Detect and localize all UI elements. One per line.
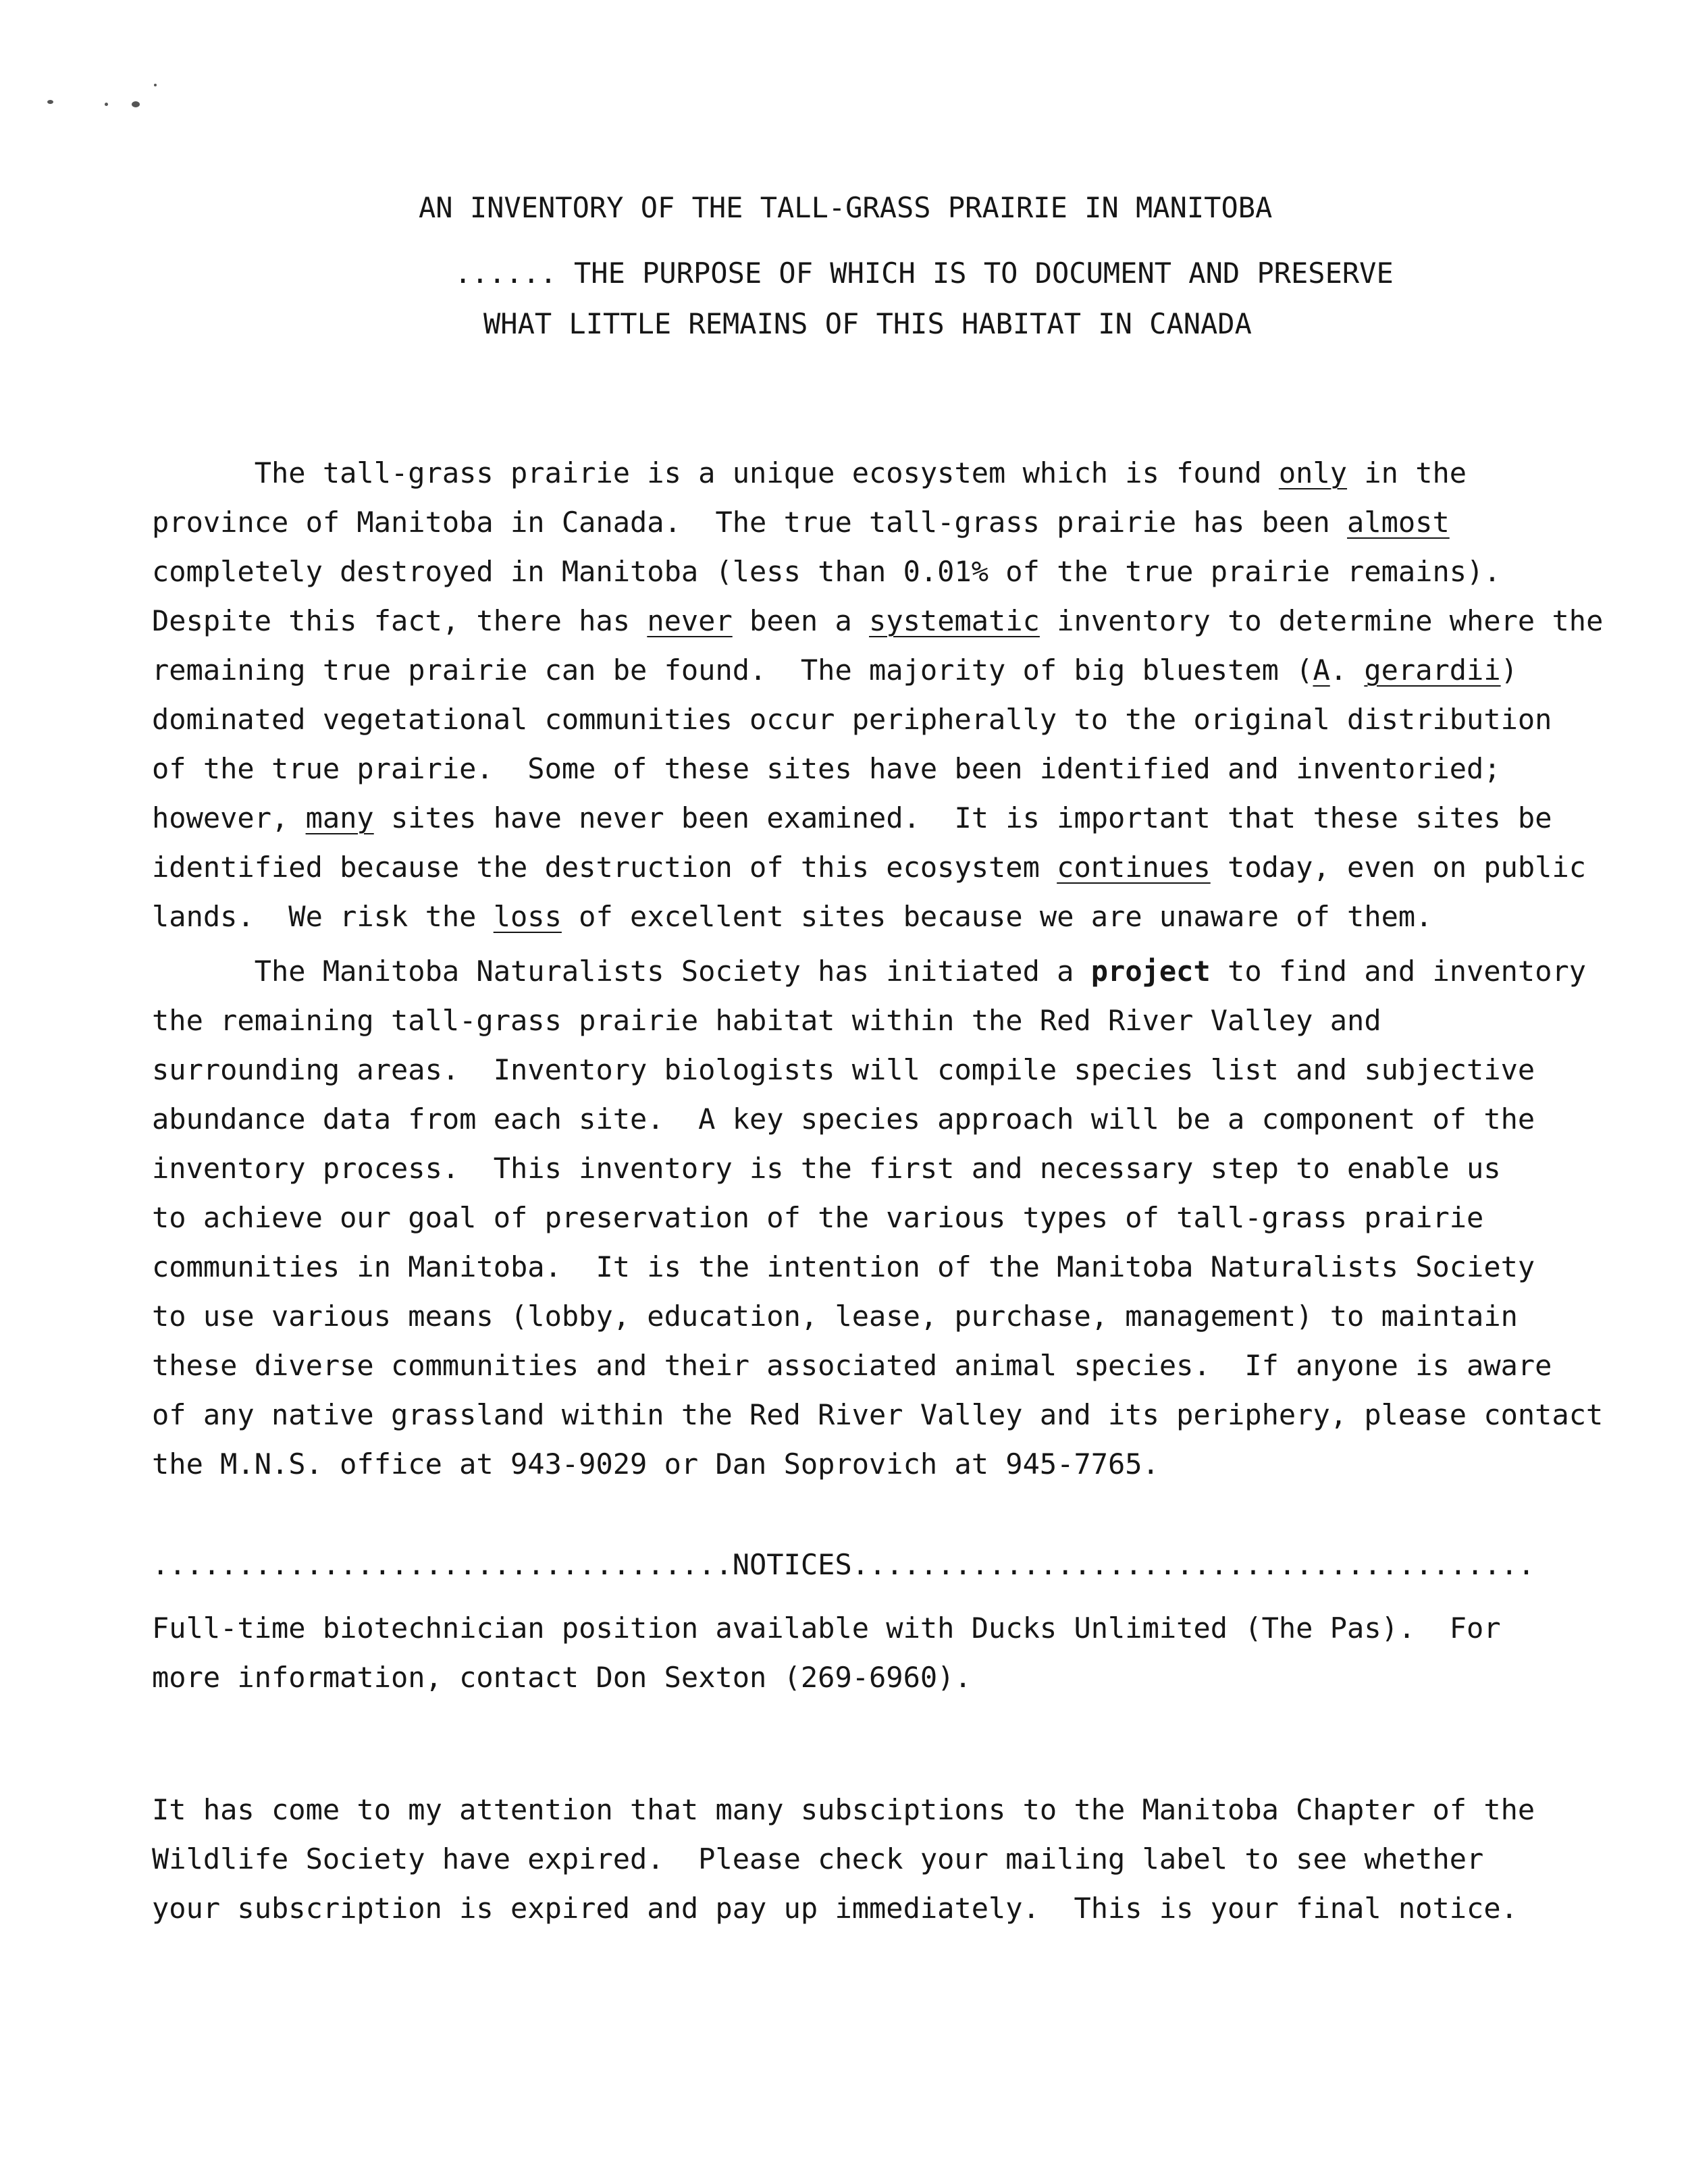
notice-1-line: Full-time biotechnician position available with Ducks Unlimited (The Pas). For	[152, 1612, 1501, 1645]
document-title: AN INVENTORY OF THE TALL-GRASS PRAIRIE IN MANITOBA	[419, 191, 1273, 224]
para2-line: of any native grassland within the Red River Valley and its periphery, please contact	[152, 1398, 1604, 1431]
para1-line: of the true prairie. Some of these sites have been identified and inventoried;	[152, 752, 1501, 785]
notice-2-line: Wildlife Society have expired. Please check your mailing label to see whether	[152, 1842, 1484, 1875]
para1-line: completely destroyed in Manitoba (less than 0.01% of the true prairie remains).	[152, 555, 1501, 588]
para2-line: to use various means (lobby, education, lease, purchase, management) to maintain	[152, 1300, 1518, 1333]
notice-2-line: your subscription is expired and pay up immediately. This is your final notice.	[152, 1892, 1518, 1925]
notices-divider: ..................................NOTICES........................................	[152, 1548, 1535, 1581]
para2-line: The Manitoba Naturalists Society has initiated a project to find and inventory	[152, 955, 1587, 988]
para2-line: abundance data from each site. A key species approach will be a component of the	[152, 1102, 1535, 1136]
notice-2-line: It has come to my attention that many subsciptions to the Manitoba Chapter of the	[152, 1793, 1535, 1826]
document-subtitle-line-1: ...... THE PURPOSE OF WHICH IS TO DOCUMENT AND PRESERVE	[454, 257, 1394, 290]
para2-line: these diverse communities and their associated animal species. If anyone is aware	[152, 1349, 1552, 1382]
scan-speck	[47, 100, 53, 104]
para1-line: dominated vegetational communities occur peripherally to the original distribution	[152, 703, 1552, 736]
para2-line: communities in Manitoba. It is the intention of the Manitoba Naturalists Society	[152, 1250, 1535, 1283]
para1-line: The tall-grass prairie is a unique ecosystem which is found only in the	[152, 456, 1467, 489]
para2-line: surrounding areas. Inventory biologists will compile species list and subjective	[152, 1053, 1535, 1086]
scan-speck	[132, 101, 140, 107]
para1-line: province of Manitoba in Canada. The true tall-grass prairie has been almost	[152, 506, 1450, 539]
para2-line: the M.N.S. office at 943-9029 or Dan Soprovich at 945-7765.	[152, 1447, 1159, 1481]
para2-line: the remaining tall-grass prairie habitat within the Red River Valley and	[152, 1004, 1381, 1037]
para2-line: to achieve our goal of preservation of the various types of tall-grass prairie	[152, 1201, 1484, 1234]
document-subtitle-line-2: WHAT LITTLE REMAINS OF THIS HABITAT IN CANADA	[483, 307, 1252, 340]
para1-line: lands. We risk the loss of excellent sites because we are unaware of them.	[152, 900, 1433, 933]
notice-1-line: more information, contact Don Sexton (269-6960).	[152, 1661, 972, 1694]
para1-line: identified because the destruction of this ecosystem continues today, even on public	[152, 851, 1587, 884]
para1-line: however, many sites have never been examined. It is important that these sites be	[152, 801, 1552, 834]
scan-speck	[105, 103, 108, 106]
para1-line: remaining true prairie can be found. The majority of big bluestem (A. gerardii)	[152, 654, 1518, 687]
scan-speck	[154, 84, 157, 86]
para1-line: Despite this fact, there has never been a systematic inventory to determine where the	[152, 604, 1604, 637]
para2-line: inventory process. This inventory is the first and necessary step to enable us	[152, 1152, 1501, 1185]
